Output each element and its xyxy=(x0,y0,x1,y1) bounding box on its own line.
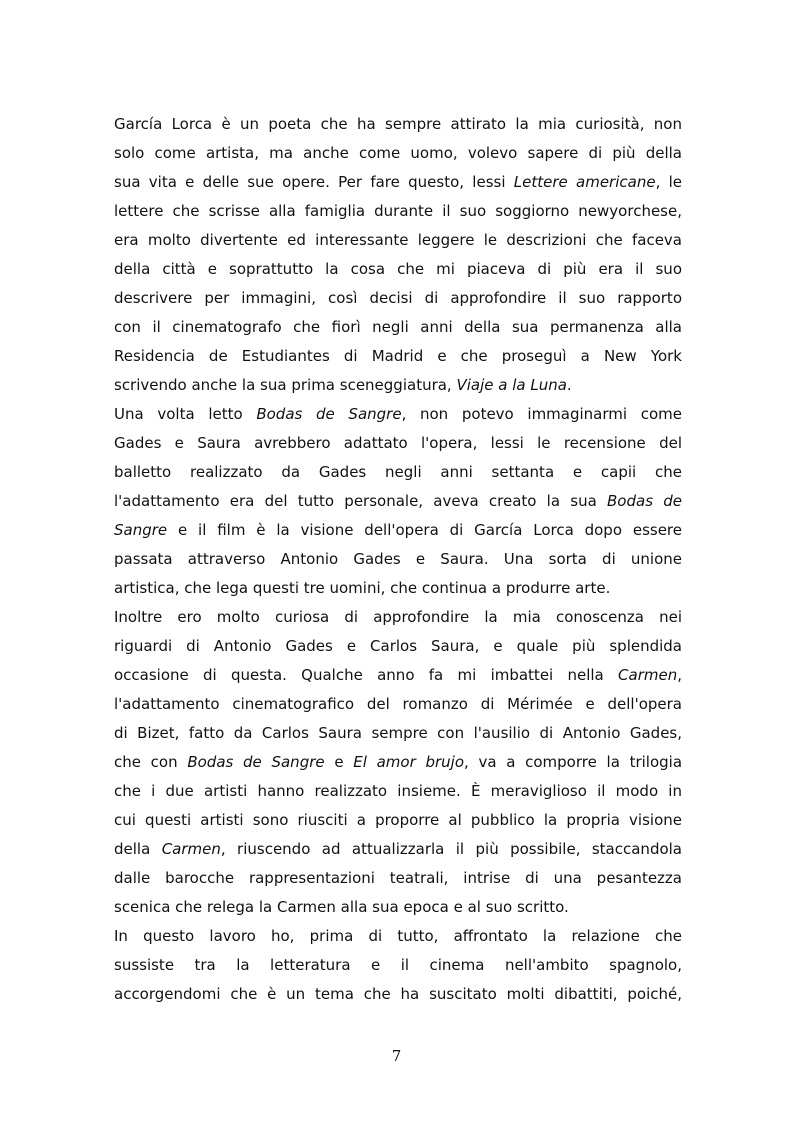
text-segment: della xyxy=(114,840,162,858)
text-line xyxy=(114,429,682,458)
text-segment: scrivendo anche la sua prima sceneggiatura, xyxy=(114,376,457,394)
text-line xyxy=(114,574,682,603)
text-segment: l'adattamento era del tutto personale, aveva creato la sua xyxy=(114,492,608,510)
text-segment: Gades e Saura avrebbero adattato l'opera, lessi le recensione del xyxy=(114,434,682,452)
text-line xyxy=(114,313,682,342)
text-segment: Una volta letto xyxy=(114,405,257,423)
text-segment: , va a comporre la trilogia xyxy=(464,753,683,771)
text-segment: , non potevo immaginarmi come xyxy=(401,405,682,423)
italic-title: Carmen xyxy=(161,840,221,858)
paragraph xyxy=(114,603,682,922)
text-line xyxy=(114,371,682,400)
text-line xyxy=(114,110,682,139)
text-segment: , le xyxy=(655,173,683,191)
page-number: 7 xyxy=(391,1047,402,1065)
text-segment: descrivere per immagini, così decisi di approfondire il suo rapporto xyxy=(114,289,682,307)
text-segment: passata attraverso Antonio Gades e Saura. Una sorta di unione xyxy=(114,550,682,568)
text-line xyxy=(114,719,682,748)
text-segment: l'adattamento cinematografico del romanzo di Mérimée e dell'opera xyxy=(114,695,682,713)
text-line xyxy=(114,284,682,313)
text-line xyxy=(114,139,682,168)
text-segment: In questo lavoro ho, prima di tutto, affrontato la relazione che xyxy=(114,927,682,945)
text-segment: artistica, che lega questi tre uomini, che continua a produrre arte. xyxy=(114,579,611,597)
text-line xyxy=(114,197,682,226)
italic-title: El amor brujo xyxy=(353,753,464,771)
italic-title: Sangre xyxy=(114,521,168,539)
italic-title: Viaje a la Luna xyxy=(456,376,567,394)
text-line xyxy=(114,661,682,690)
italic-title: Lettere americane xyxy=(513,173,656,191)
text-line xyxy=(114,980,682,1009)
text-segment: , xyxy=(677,666,682,684)
text-segment: balletto realizzato da Gades negli anni settanta e capii che xyxy=(114,463,682,481)
body-text xyxy=(114,110,682,1009)
text-line xyxy=(114,893,682,922)
text-segment: con il cinematografo che fiorì negli anni della sua permanenza alla xyxy=(114,318,682,336)
text-line xyxy=(114,748,682,777)
text-segment: era molto divertente ed interessante leggere le descrizioni che faceva xyxy=(114,231,682,249)
text-segment: che i due artisti hanno realizzato insieme. È meraviglioso il modo in xyxy=(114,782,682,800)
text-segment: . xyxy=(566,376,572,394)
text-line xyxy=(114,632,682,661)
text-segment: cui questi artisti sono riusciti a proporre al pubblico la propria visione xyxy=(114,811,682,829)
text-segment: , riuscendo ad attualizzarla il più possibile, staccandola xyxy=(220,840,682,858)
text-segment: riguardi di Antonio Gades e Carlos Saura, e quale più splendida xyxy=(114,637,682,655)
text-segment: accorgendomi che è un tema che ha suscitato molti dibattiti, poiché, xyxy=(114,985,682,1003)
text-segment: sua vita e delle sue opere. Per fare questo, lessi xyxy=(114,173,514,191)
paragraph xyxy=(114,922,682,1009)
text-segment: García Lorca è un poeta che ha sempre attirato la mia curiosità, non xyxy=(114,115,682,133)
text-segment: scenica che relega la Carmen alla sua epoca e al suo scritto. xyxy=(114,898,569,916)
text-line xyxy=(114,400,682,429)
text-line xyxy=(114,835,682,864)
text-line xyxy=(114,168,682,197)
text-line xyxy=(114,864,682,893)
text-line xyxy=(114,458,682,487)
text-segment: occasione di questa. Qualche anno fa mi imbattei nella xyxy=(114,666,619,684)
text-line xyxy=(114,545,682,574)
text-segment: di Bizet, fatto da Carlos Saura sempre con l'ausilio di Antonio Gades, xyxy=(114,724,682,742)
italic-title: Bodas de xyxy=(607,492,682,510)
text-segment: sussiste tra la letteratura e il cinema nell'ambito spagnolo, xyxy=(114,956,682,974)
italic-title: Bodas de Sangre xyxy=(256,405,402,423)
italic-title: Carmen xyxy=(618,666,678,684)
text-segment: dalle barocche rappresentazioni teatrali, intrise di una pesantezza xyxy=(114,869,682,887)
text-segment: Residencia de Estudiantes di Madrid e che proseguì a New York xyxy=(114,347,682,365)
text-line xyxy=(114,342,682,371)
text-line xyxy=(114,255,682,284)
text-line xyxy=(114,603,682,632)
text-segment: della città e soprattutto la cosa che mi piaceva di più era il suo xyxy=(114,260,682,278)
text-segment: che con xyxy=(114,753,188,771)
text-segment: lettere che scrisse alla famiglia durante il suo soggiorno newyorchese, xyxy=(114,202,682,220)
text-line xyxy=(114,806,682,835)
text-segment: e xyxy=(324,753,354,771)
text-line xyxy=(114,951,682,980)
paragraph xyxy=(114,400,682,603)
paragraph xyxy=(114,110,682,400)
text-line xyxy=(114,922,682,951)
text-segment: solo come artista, ma anche come uomo, volevo sapere di più della xyxy=(114,144,682,162)
text-line xyxy=(114,690,682,719)
text-segment: Inoltre ero molto curiosa di approfondire la mia conoscenza nei xyxy=(114,608,682,626)
text-line xyxy=(114,516,682,545)
text-line xyxy=(114,487,682,516)
text-line xyxy=(114,777,682,806)
text-line xyxy=(114,226,682,255)
text-segment: e il film è la visione dell'opera di García Lorca dopo essere xyxy=(167,521,682,539)
italic-title: Bodas de Sangre xyxy=(187,753,325,771)
